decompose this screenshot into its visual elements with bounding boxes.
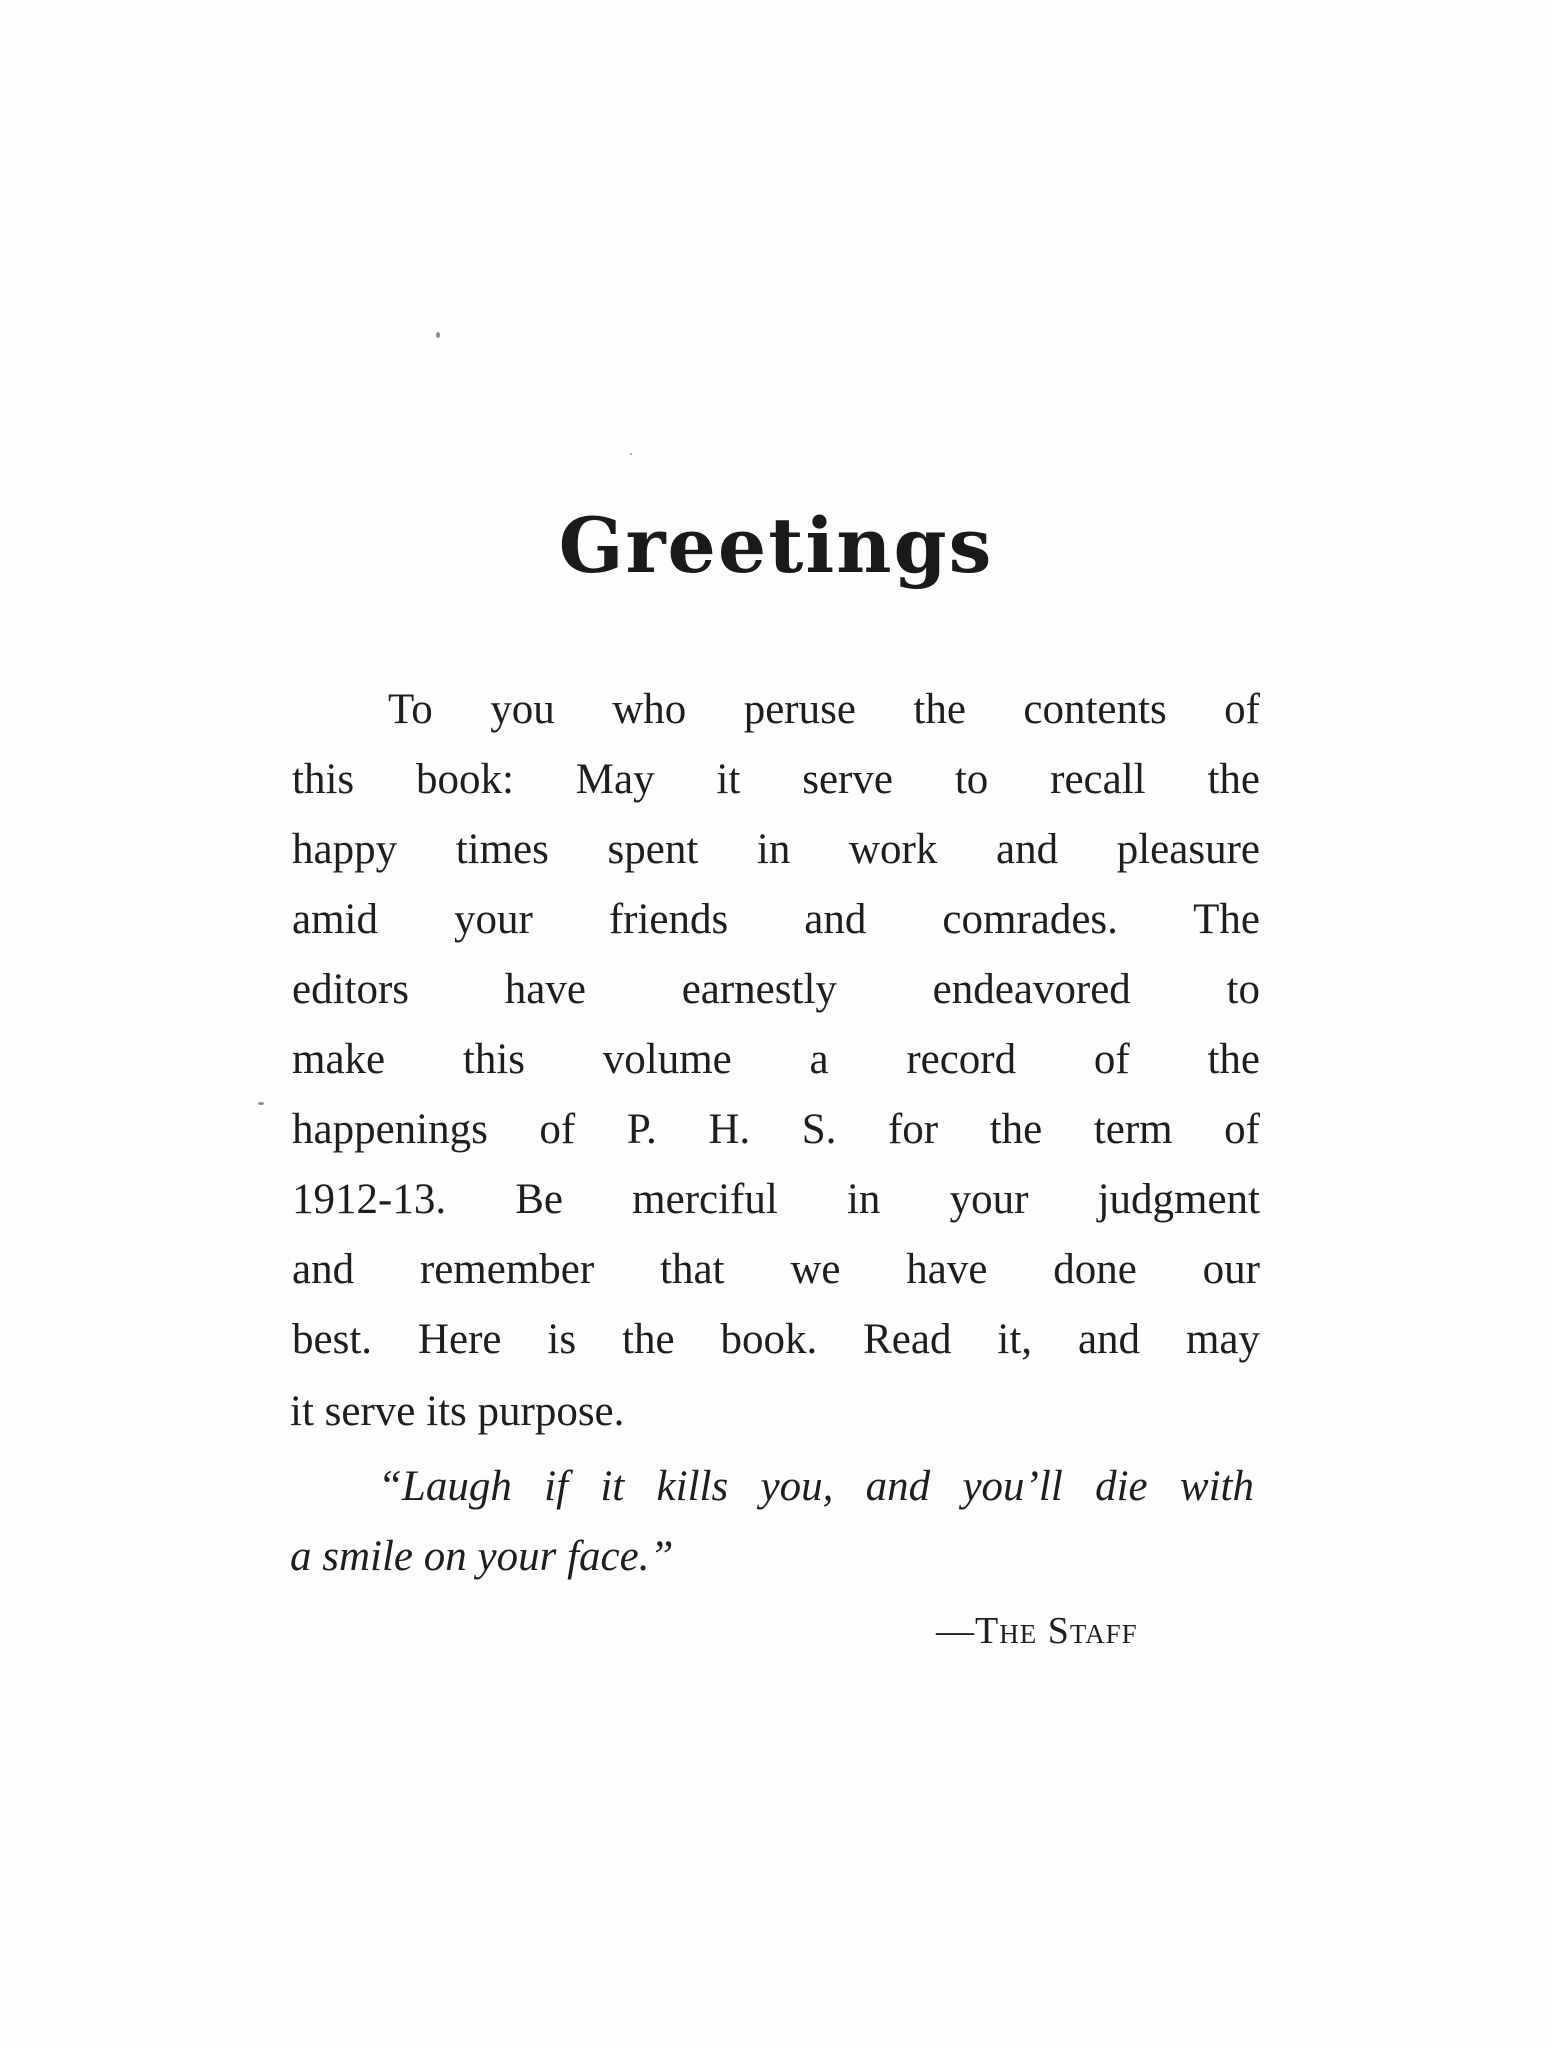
paragraph-line: happy times spent in work and pleasure: [292, 826, 1260, 873]
paragraph-line: make this volume a record of the: [292, 1036, 1260, 1083]
quote-line: “Laugh if it kills you, and you’ll die with: [378, 1463, 1254, 1510]
paragraph-line: amid your friends and comrades. The: [292, 896, 1260, 943]
paragraph-line: 1912-13. Be merciful in your judgment: [292, 1176, 1260, 1223]
signature: —The Staff: [936, 1610, 1138, 1652]
paragraph-line: and remember that we have done our: [292, 1246, 1260, 1293]
paper-speck: [630, 453, 632, 455]
page-title: Greetings: [558, 501, 994, 590]
paragraph-line: To you who peruse the contents of: [388, 686, 1260, 733]
paper-speck: [436, 332, 440, 338]
quote-line: a smile on your face.”: [290, 1533, 674, 1580]
paragraph-line: this book: May it serve to recall the: [292, 756, 1260, 803]
paragraph-line: editors have earnestly endeavored to: [292, 966, 1260, 1013]
paragraph-line: it serve its purpose.: [290, 1388, 625, 1435]
paragraph-line: best. Here is the book. Read it, and may: [292, 1316, 1260, 1363]
paragraph-line: happenings of P. H. S. for the term of: [292, 1106, 1260, 1153]
paper-speck: [258, 1102, 264, 1105]
